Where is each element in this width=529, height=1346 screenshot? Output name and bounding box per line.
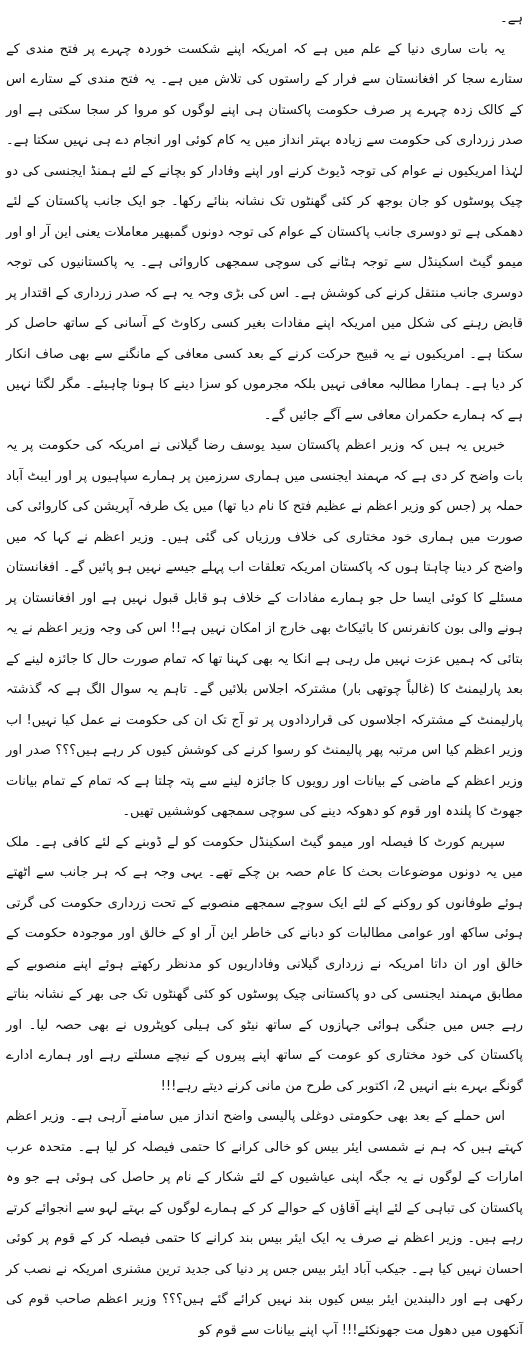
paragraph-prime-minister-statement: خبریں یہ ہیں کہ وزیر اعظم پاکستان سید یوسف رضا گیلانی نے امریکہ کی حکومت پر یہ بات واضح کر دی ہے کہ مہمند ایجنسی میں ہماری سرزمین پر ہمارے سپاہیوں پر اور ایبٹ آباد حملہ پر (جس کو وزیر اعظم نے عظیم فتح کا نام دیا تھا) میں یک طرفہ آپریشن کی کاروائی کی صورت میں ہماری خود مختاری کی خلاف ورزیاں کی گئی ہیں۔ وزیر اعظم نے کہا کہ میں واضح کر دینا چاہتا ہوں کہ پاکستان امریکہ تعلقات اب پہلے جیسے نہیں ہو پائیں گے۔ افغانستان مسئلے کا کوئی ایسا حل جو ہمارے مفادات کے خلاف ہو قابل قبول نہیں ہے اور افغانستان پر ہونے والی بون کانفرنس کا بائیکاٹ بھی خارج از امکان نہیں ہے!! اس کی وجہ وزیر اعظم نے یہ بتائی کہ ہمیں عزت نہیں مل رہی ہے انکا یہ بھی کہنا تھا کہ تمام صورت حال کا جائزہ لینے کے بعد پارلیمنٹ کا (غالباً چوتھی بار) مشترکہ اجلاس بلائیں گے۔ تاہم یہ سوال الگ ہے کہ گذشتہ پارلیمنٹ کے مشترکہ اجلاسوں کی قراردادوں پر تو آج تک ان کی حکومت نے عمل کیا نہیں! اب وزیر اعظم کیا اس مرتبہ پھر پالیمنٹ کو رسوا کرنے کی کوشش کیوں کر رہے ہیں؟؟؟ صدر اور وزیر اعظم کے ماضی کے بیانات اور رویوں کا جائزہ لینے سے پتہ چلتا ہے کہ تمام کے تمام بیانات جھوٹ کا پلندہ اور قوم کو دھوکہ دینے کی سوچی سمجھی کوششیں تھیں۔ — [6, 438, 523, 819]
paragraph-airbase-policy: اس حملے کے بعد بھی حکومتی دوغلی پالیسی واضح انداز میں سامنے آرہی ہے۔ وزیر اعظم کہتے ہیں کہ ہم نے شمسی ایئر بیس کو خالی کرانے کا حتمی فیصلہ کر لیا ہے۔ متحدہ عرب امارات کے لوگوں نے یہ جگہ اپنی عیاشیوں کے لئے شکار کے نام پر حاصل کی ہوئی ہے جو وہ پاکستان کی تباہی کے لئے اپنے آقاؤں کے حوالے کر کے ہمارے لوگوں کے بہتے لہو سے انجوائے کرتے رہے ہیں۔ وزیر اعظم نے صرف یہ ایک ایئر بیس بند کرانے کا حتمی فیصلہ کر کے قوم پر کوئی احسان نہیں کیا ہے۔ جیکب آباد ایئر بیس جس پر دنیا کی جدید ترین مشنری امریکہ نے نصب کر رکھی ہے اور دالبندین ایئر بیس کیوں بند نہیں کرائے گئے ہیں؟؟؟ وزیر اعظم صاحب قوم کی آنکھوں میں دھول مت جھونکئے!!! آپ اپنے بیانات سے قوم کو — [6, 1109, 523, 1338]
paragraph-supreme-court-memogate: سپریم کورٹ کا فیصلہ اور میمو گیٹ اسکینڈل حکومت کو لے ڈوبنے کے لئے کافی ہے۔ ملک میں یہ دونوں موضوعات بحث کا عام حصہ بن چکے تھے۔ یہی وجہ ہے کہ ہر جانب سے اٹھتے ہوئے طوفانوں کو روکنے کے لئے ایک سوچے سمجھے منصوبے کے تحت زرداری حکومت کی گرتی ہوئی ساکھ اور عوامی مطالبات کو دبانے کی خاطر این آر او کے خالق اور موجودہ حکومت کے خالق اور ان داتا امریکہ نے زرداری گیلانی وفاداریوں کو مدنظر رکھتے ہوئے اپنے منصوبے کے مطابق مہمند ایجنسی کی دو پاکستانی چیک پوسٹوں کو کئی گھنٹوں تک جی بھر کے نشانہ بناتے رہے جس میں جنگی ہوائی جہازوں کے ساتھ نیٹو کی ہیلی کوپٹروں نے بھی حصہ لیا۔ اور پاکستان کی خود مختاری کو عومت کے ساتھ اپنے پیروں کے نیچے مسلتے رہے اور ہمارے ادارے گونگے بہرے بنے انہیں 2، اکتوبر کی طرح من مانی کرنے دیتے رہے!!! — [6, 834, 523, 1094]
paragraph-intro-fragment: ہے۔ — [500, 11, 523, 26]
paragraph-america-escape: یہ بات ساری دنیا کے علم میں ہے کہ امریکہ اپنے شکست خوردہ چہرے پر فتح مندی کے ستارے سجا کر افغانستان سے فرار کے راستوں کی تلاش میں ہے۔ یہ فتح مندی کے ستارے اس کے کالک زدہ چہرے پر صرف حکومت پاکستان ہی اپنے لوگوں کو مروا کر سجا سکتی ہے اور صدر زرداری کی حکومت سے زیادہ بہتر انداز میں یہ کام کوئی اور انجام دے ہی نہیں سکتا ہے۔ لہٰذا امریکیوں نے عوام کی توجہ ڈیوٹ کرنے اور اپنے وفادار کو بچانے کے لئے ہمنڈ ایجنسی کی دو چیک پوسٹوں کو جان بوجھ کر کئی گھنٹوں تک نشانہ بنائے رکھا۔ جو ایک جانب پاکستان کے لئے دھمکی ہے تو دوسری جانب پاکستان کے عوام کی توجہ دونوں گمبھیر معاملات یعنی این آر او اور میمو گیٹ اسکینڈل سے توجہ ہٹانے کی سوچی سمجھی کاروائی ہے۔ یہ پاکستانیوں کی توجہ دوسری جانب منتقل کرنے کی کوشش ہے۔ اس کی بڑی وجہ یہ ہے کہ صدر زرداری کے اقتدار پر قابض رہنے کی شکل میں امریکہ اپنے مفادات بغیر کسی رکاوٹ کے آسانی کے ساتھ حاصل کر سکتا ہے۔ امریکیوں نے یہ قبیح حرکت کرنے کے بعد کسی معافی کے مانگنے سے بھی صاف انکار کر دیا ہے۔ ہمارا مطالبہ معافی نہیں بلکہ مجرموں کو سزا دینے کا ہونا چاہیئے۔ مگر لگتا نہیں ہے کہ ہمارے حکمران معافی سے آگے جائیں گے۔ — [6, 41, 523, 423]
